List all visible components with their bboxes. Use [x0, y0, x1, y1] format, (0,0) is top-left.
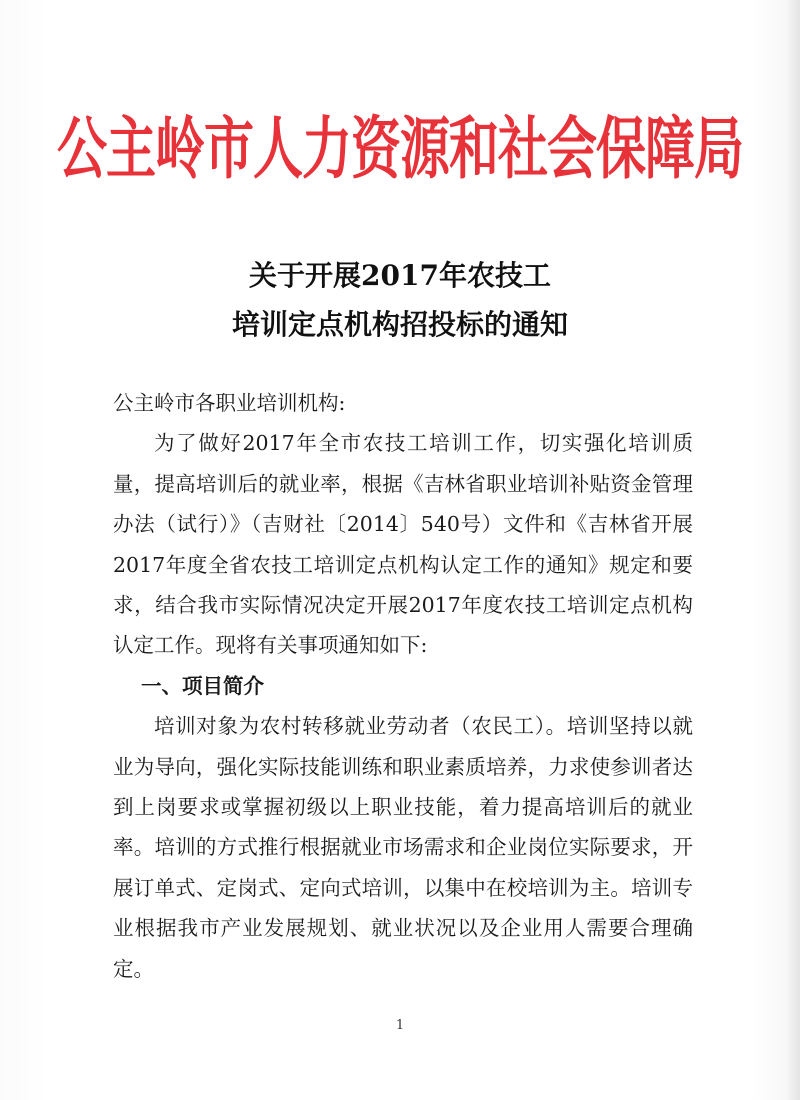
- document-title-line-2: 培训定点机构招投标的通知: [231, 308, 568, 341]
- section-heading-project-intro: 一、项目简介: [141, 673, 264, 698]
- paragraph-intro: 为了做好2017年全市农技工培训工作，切实强化培训质量，提高培训后的就业率，根据《吉林省职业培训补贴资金管理办法（试行）》（吉财社〔2014〕540号）文件和《吉林省开展2017年度全省农技工培训定点机构认定工作的通知》规定和要求，结合我市实际情况决定开展2017年度农技工培训定点机构认定工作。现将有关事项通知如下:: [113, 431, 693, 658]
- salutation: 公主岭市各职业培训机构:: [113, 391, 346, 415]
- page-number: 1: [395, 1018, 405, 1033]
- issuer-letterhead: 公主岭市人力资源和社会保障局: [57, 109, 743, 189]
- paragraph-project-intro: 培训对象为农村转移就业劳动者（农民工）。培训坚持以就业为导向，强化实际技能训练和职业素质培养，力求使参训者达到上岗要求或掌握初级以上职业技能，着力提高培训后的就业率。培训的方式推行根据就业市场需求和企业岗位实际要求，开展订单式、定岗式、定向式培训，以集中在校培训为主。培训专业根据我市产业发展规划、就业状况以及企业用人需要合理确定。: [113, 714, 693, 981]
- document-body: [113, 383, 693, 989]
- document-title-line-1: 关于开展2017年农技工: [249, 259, 551, 292]
